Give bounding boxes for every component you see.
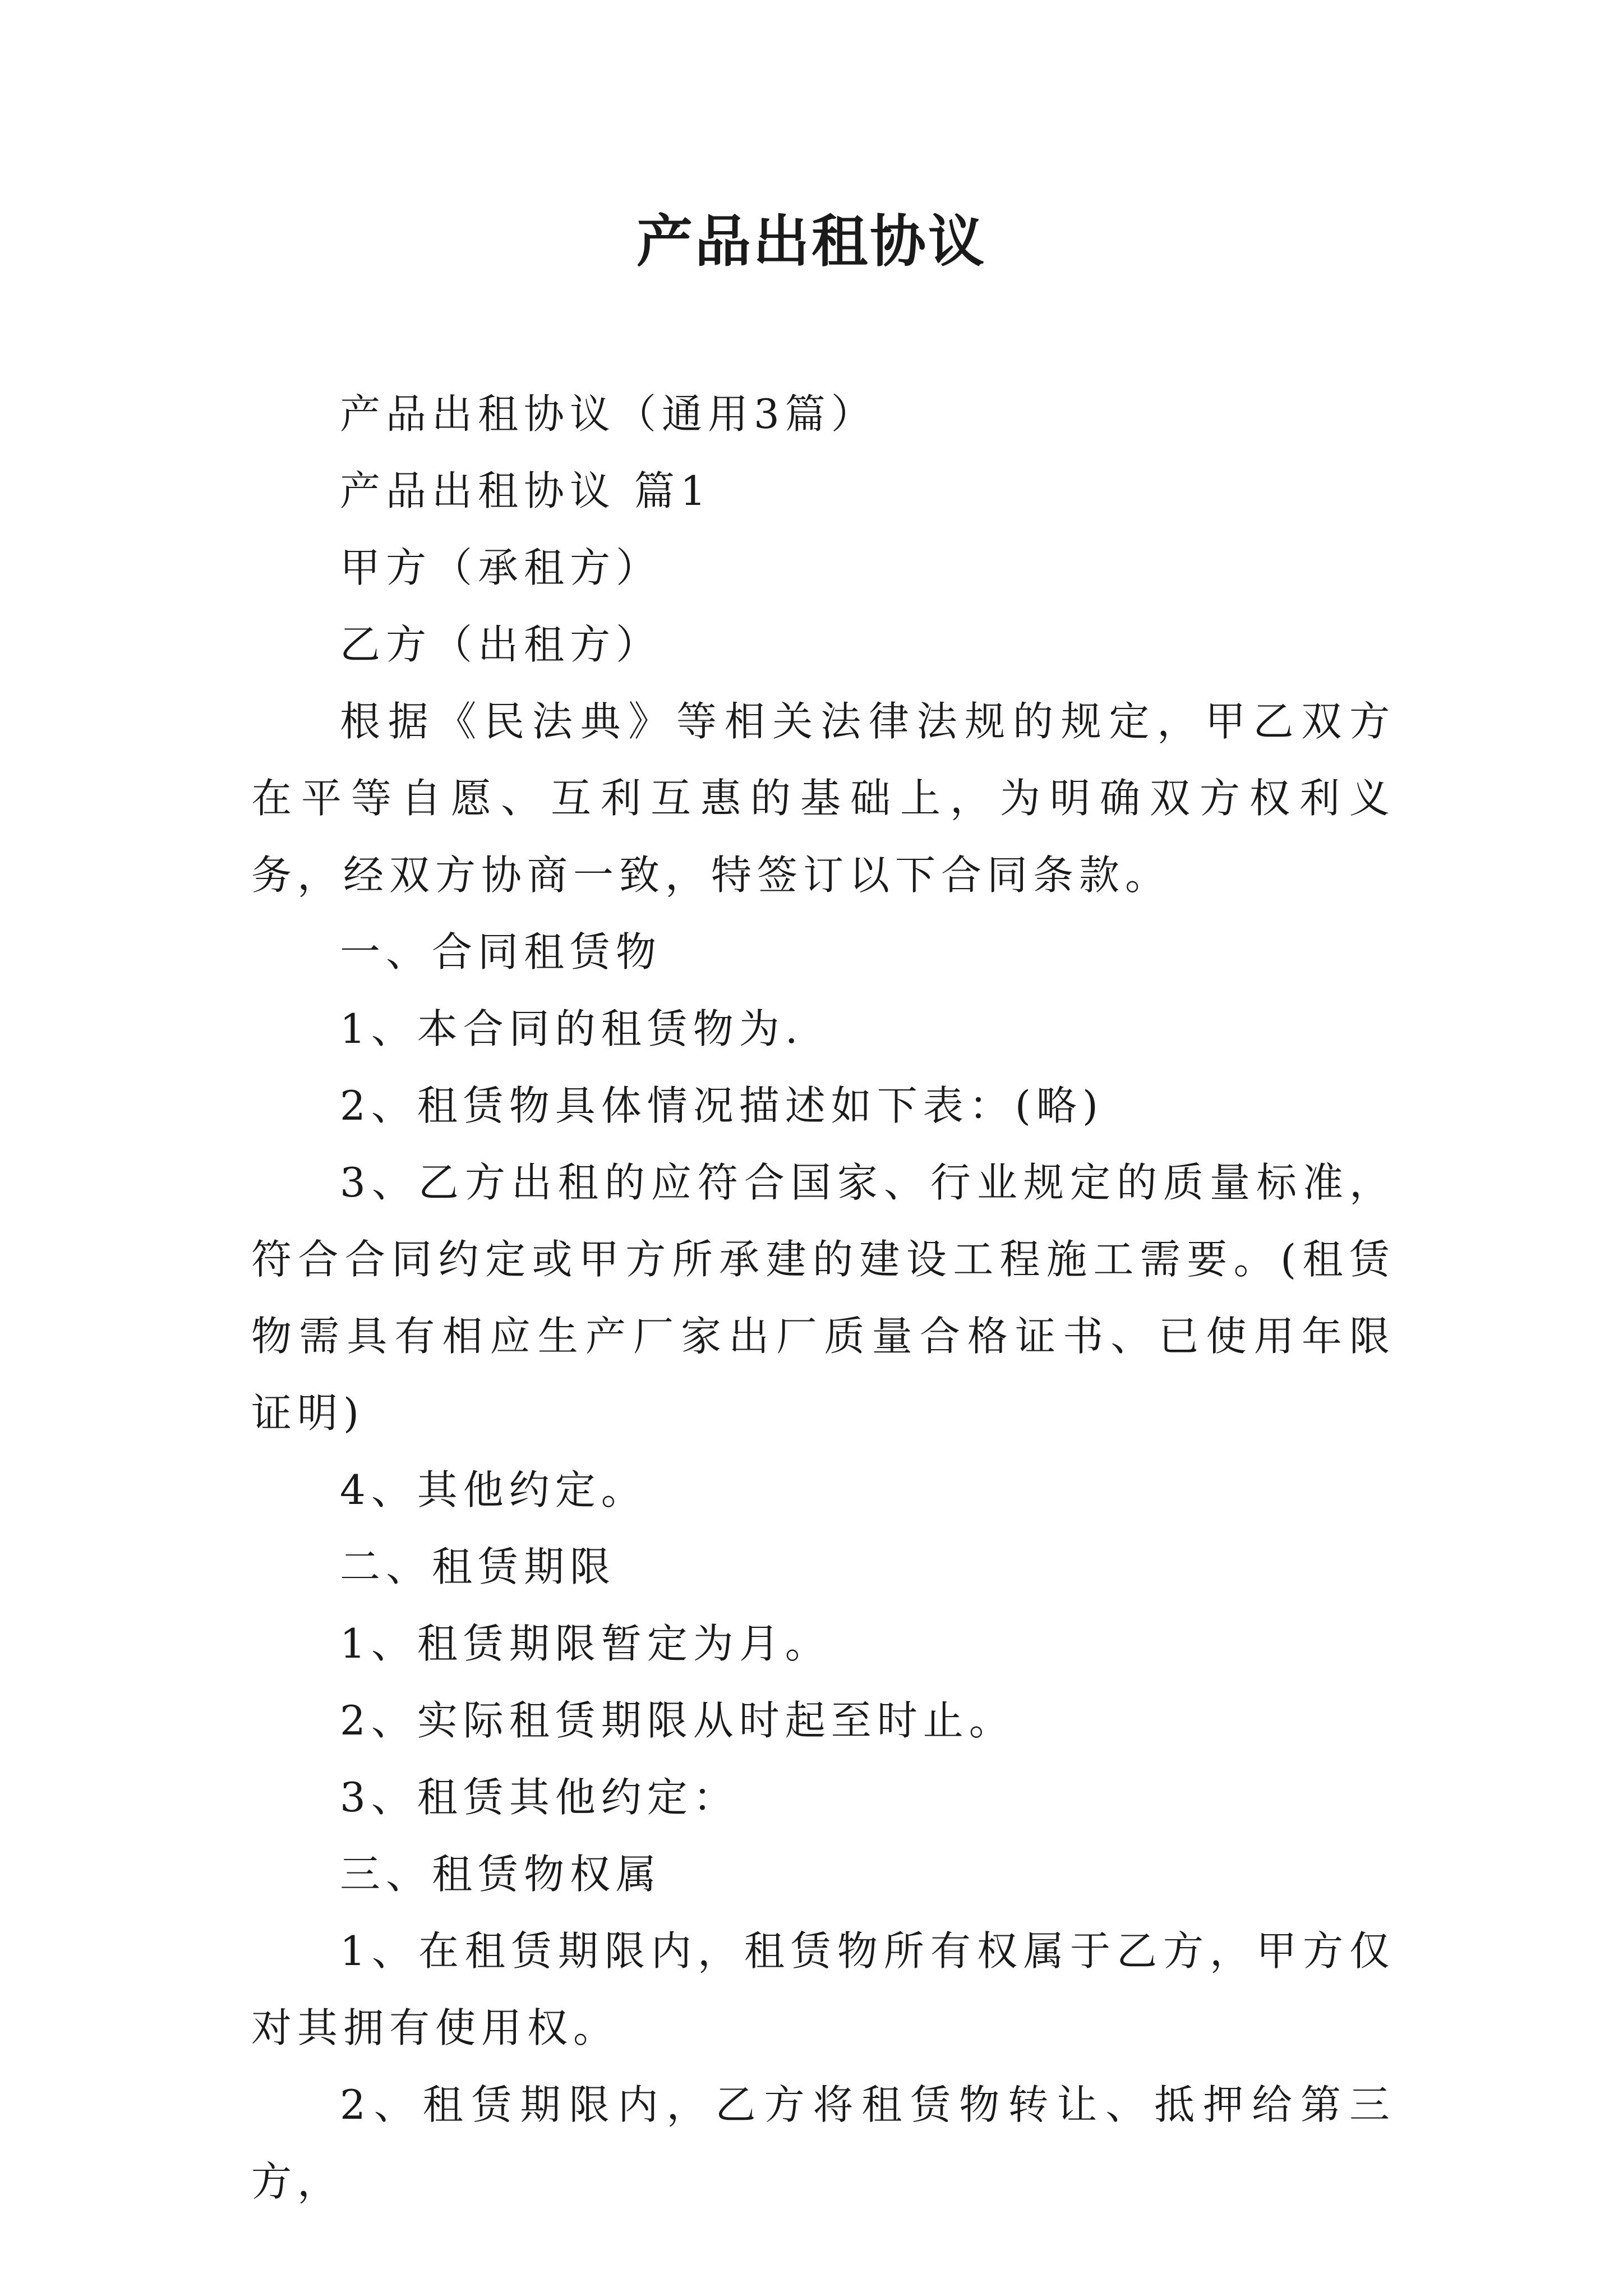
section-heading: 二、租赁期限 bbox=[340, 1543, 616, 1590]
paragraph: 产品出租协议（通用3篇） bbox=[340, 390, 877, 438]
paragraph: 甲方（承租方） bbox=[340, 544, 662, 591]
paragraph: 乙方（出租方） bbox=[340, 621, 662, 668]
paragraph: 2、租赁物具体情况描述如下表：(略) bbox=[340, 1082, 1104, 1129]
document-body bbox=[251, 376, 1395, 2220]
paragraph: 3、租赁其他约定： bbox=[340, 1774, 739, 1821]
paragraph: 根据《民法典》等相关法律法规的规定，甲乙双方在平等自愿、互利互惠的基础上，为明确双方权利义务，经双方协商一致，特签订以下合同条款。 bbox=[251, 698, 1395, 899]
paragraph: 3、乙方出租的应符合国家、行业规定的质量标准，符合合同约定或甲方所承建的建设工程施工需要。(租赁物需具有相应生产厂家出厂质量合格证书、已使用年限证明) bbox=[251, 1159, 1395, 1437]
paragraph: 1、租赁期限暂定为月。 bbox=[340, 1620, 831, 1667]
paragraph: 4、其他约定。 bbox=[340, 1466, 647, 1513]
section-heading: 三、租赁物权属 bbox=[340, 1851, 662, 1898]
document-title: 产品出租协议 bbox=[637, 208, 986, 274]
paragraph: 1、本合同的租赁物为. bbox=[340, 1005, 804, 1052]
paragraph: 产品出租协议 篇1 bbox=[340, 467, 712, 514]
paragraph: 2、租赁期限内，乙方将租赁物转让、抵押给第三方， bbox=[251, 2081, 1395, 2205]
paragraph: 1、在租赁期限内，租赁物所有权属于乙方，甲方仅对其拥有使用权。 bbox=[251, 1927, 1395, 2051]
paragraph: 2、实际租赁期限从时起至时止。 bbox=[340, 1697, 1015, 1744]
section-heading: 一、合同租赁物 bbox=[340, 928, 662, 976]
